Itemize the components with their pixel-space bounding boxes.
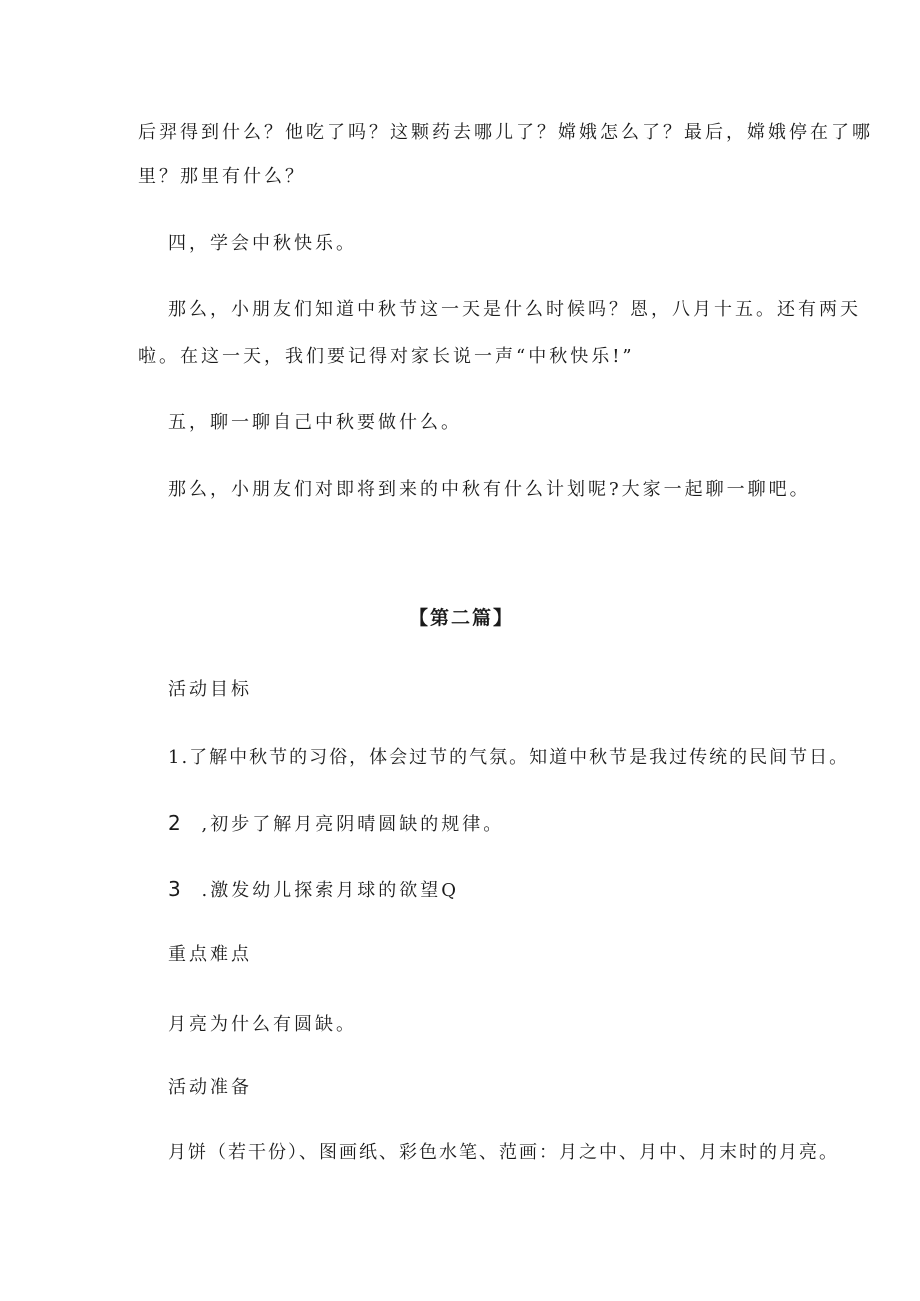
goal-item [168, 877, 459, 903]
paragraph-line: 里？那里有什么？ [138, 166, 306, 187]
paragraph-line: 月亮为什么有圆缺。 [168, 1014, 357, 1035]
paragraph-line: 后羿得到什么？他吃了吗？这颗药去哪儿了？嫦娥怎么了？最后，嫦娥停在了哪 [138, 122, 873, 143]
section-title: 四，学会中秋快乐。 [168, 233, 357, 254]
chapter-title: 【第二篇】 [409, 607, 515, 629]
section-title: 五，聊一聊自己中秋要做什么。 [168, 412, 462, 433]
subheading: 重点难点 [168, 944, 252, 965]
paragraph-line: 啦。在这一天，我们要记得对家长说一声“中秋快乐!” [138, 346, 635, 367]
goal-number: 3 [168, 877, 181, 901]
paragraph-line: 那么，小朋友们对即将到来的中秋有什么计划呢?大家一起聊一聊吧。 [168, 479, 811, 500]
paragraph-line: 月饼（若干份）、图画纸、彩色水笔、范画：月之中、月中、月末时的月亮。 [168, 1142, 839, 1163]
subheading: 活动目标 [168, 679, 252, 700]
subheading: 活动准备 [168, 1077, 252, 1098]
goal-item: 1.了解中秋节的习俗，体会过节的气氛。知道中秋节是我过传统的民间节日。 [168, 747, 850, 768]
paragraph-line: 那么，小朋友们知道中秋节这一天是什么时候吗？恩，八月十五。还有两天 [168, 299, 861, 320]
goal-text: .激发幼儿探索月球的欲望Q [201, 880, 459, 901]
goal-text: ,初步了解月亮阴晴圆缺的规律。 [201, 814, 505, 835]
goal-number: 2 [168, 811, 181, 835]
goal-item [168, 811, 504, 837]
